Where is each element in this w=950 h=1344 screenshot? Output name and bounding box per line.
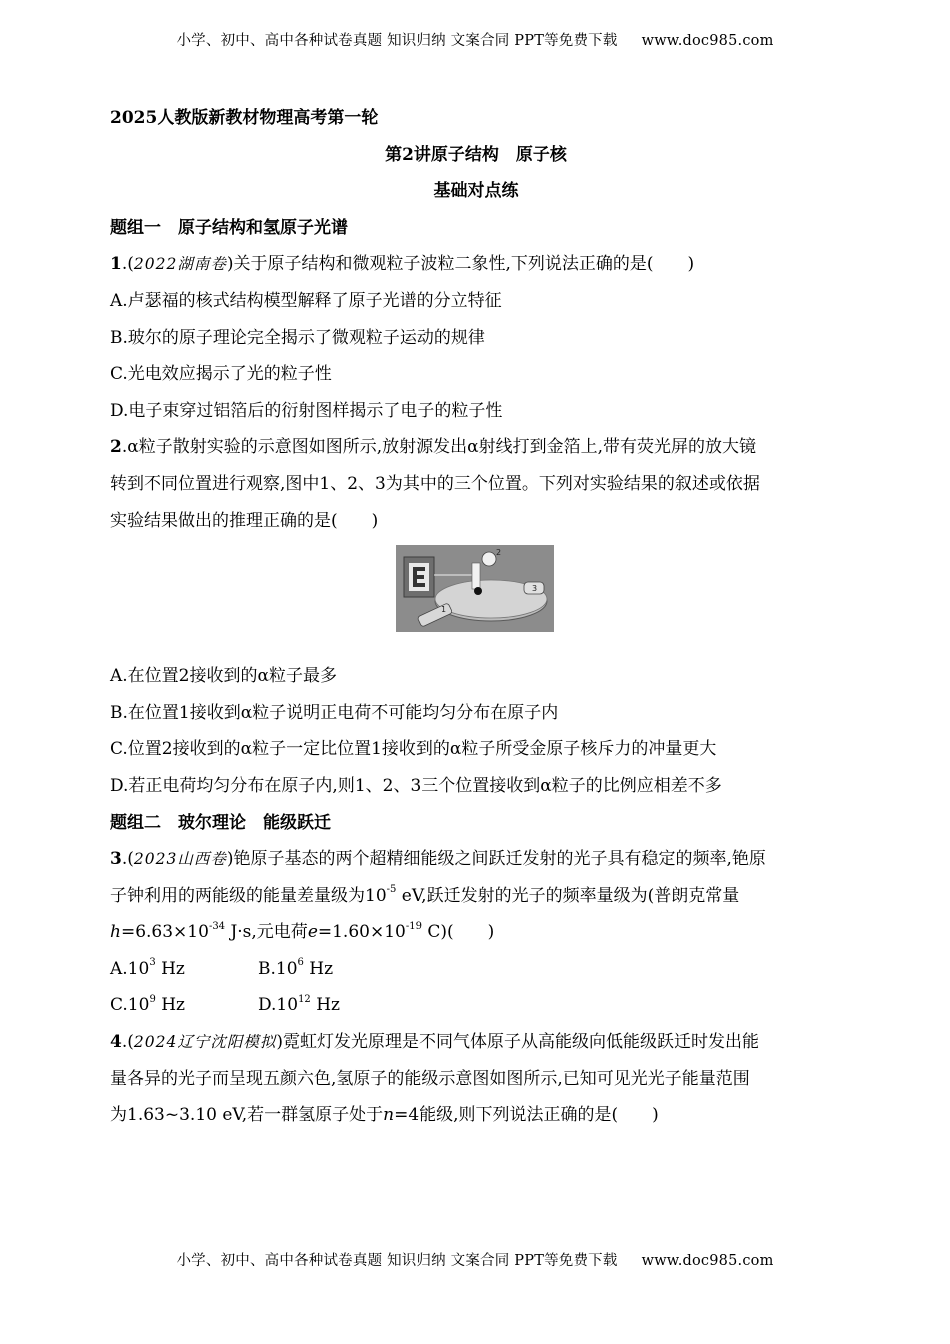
q4-line3-b: =4能级,则下列说法正确的是( ) — [394, 1105, 659, 1126]
q3-c-exp: 9 — [149, 993, 156, 1005]
q1-option-b: B.玻尔的原子理论完全揭示了微观粒子运动的规律 — [110, 327, 485, 348]
alpha-scattering-svg — [396, 545, 554, 632]
q3-stem-line3 — [110, 914, 842, 951]
q4-number: 4 — [110, 1032, 122, 1053]
q4-line1-text: 霓虹灯发光原理是不同气体原子从高能级向低能级跃迁时发出能 — [282, 1032, 759, 1053]
q3-options-row2 — [110, 987, 842, 1024]
q2-option-b: B.在位置1接收到α粒子说明正电荷不可能均匀分布在原子内 — [110, 702, 559, 723]
q3-c-unit: Hz — [155, 995, 185, 1016]
q1-source: 2022湖南卷 — [133, 255, 227, 274]
detector-2 — [482, 552, 496, 566]
q2-stem-line1: 2.α粒子散射实验的示意图如图所示,放射源发出α射线打到金箔上,带有荧光屏的放大镜 — [110, 437, 757, 458]
q3-d-unit: Hz — [310, 995, 340, 1016]
q3-line1-text: 铯原子基态的两个超精细能级之间跃迁发射的光子具有稳定的频率,铯原 — [233, 849, 766, 870]
q3-a-unit: Hz — [155, 958, 185, 979]
q3-source: 2023山西卷 — [133, 850, 227, 869]
q1-number: 1 — [110, 254, 122, 275]
q3-line3-exp2: -19 — [405, 920, 422, 932]
q2-stem-line3: 实验结果做出的推理正确的是( ) — [110, 510, 379, 531]
q3-a-exp: 3 — [149, 957, 156, 969]
header-site-link[interactable]: www.doc985.com — [641, 33, 774, 49]
header-text: 小学、初中、高中各种试卷真题 知识归纳 文案合同 PPT等免费下载 — [176, 33, 618, 49]
q3-e-symbol: e — [307, 922, 318, 943]
section-title: 基础对点练 — [433, 181, 519, 202]
q3-options-row1 — [110, 951, 842, 988]
q1-stem-text: 关于原子结构和微观粒子波粒二象性,下列说法正确的是( ) — [233, 254, 695, 275]
page-header — [0, 29, 950, 50]
q4-stem-line1: 4.(2024辽宁沈阳模拟)霓虹灯发光原理是不同气体原子从高能级向低能级跃迁时发出能 — [110, 1032, 759, 1053]
q3-line3-d: C)( ) — [421, 922, 495, 943]
label-3: 3 — [532, 584, 538, 594]
alpha-scattering-figure — [396, 545, 554, 632]
q1-option-a: A.卢瑟福的核式结构模型解释了原子光谱的分立特征 — [110, 290, 502, 311]
q1-option-d: D.电子束穿过铝箔后的衍射图样揭示了电子的粒子性 — [110, 400, 503, 421]
q3-option-d — [258, 987, 406, 1024]
q3-c-base: C.10 — [110, 995, 150, 1016]
q2-option-c: C.位置2接收到的α粒子一定比位置1接收到的α粒子所受金原子核斥力的冲量更大 — [110, 739, 717, 760]
q1-option-c: C.光电效应揭示了光的粒子性 — [110, 364, 332, 385]
q3-a-base: A.10 — [110, 958, 150, 979]
q3-option-a — [110, 951, 258, 988]
footer-text: 小学、初中、高中各种试卷真题 知识归纳 文案合同 PPT等免费下载 — [176, 1253, 618, 1269]
q3-h-symbol: h — [110, 922, 121, 943]
q3-option-c — [110, 987, 258, 1024]
gold-foil — [472, 563, 480, 589]
q2-number: 2 — [110, 437, 122, 458]
q2-stem-text-1: α粒子散射实验的示意图如图所示,放射源发出α射线打到金箔上,带有荧光屏的放大镜 — [127, 437, 757, 458]
q3-option-b — [258, 951, 406, 988]
q3-stem-line2 — [110, 878, 842, 915]
q4-stem-line3 — [110, 1097, 842, 1134]
q3-line2-a: 子钟利用的两能级的能量差量级为10 — [110, 885, 387, 906]
source-label-glyph — [413, 567, 425, 587]
q2-option-d: D.若正电荷均匀分布在原子内,则1、2、3三个位置接收到α粒子的比例应相差不多 — [110, 775, 722, 796]
q3-line3-a: =6.63×10 — [120, 922, 209, 943]
q3-d-base: D.10 — [258, 995, 299, 1016]
label-1: 1 — [441, 605, 447, 615]
q3-line3-exp1: -34 — [208, 920, 226, 932]
q3-b-exp: 6 — [297, 957, 304, 969]
q2-option-a: A.在位置2接收到的α粒子最多 — [110, 666, 337, 687]
group2-title: 题组二 玻尔理论 能级跃迁 — [110, 812, 331, 833]
q3-b-unit: Hz — [303, 958, 334, 979]
q3-b-base: B.10 — [258, 958, 298, 979]
q2-figure-wrap — [110, 545, 842, 648]
q3-number: 3 — [110, 849, 122, 870]
footer-site-link[interactable]: www.doc985.com — [641, 1253, 774, 1269]
q3-line3-b: J·s,元电荷 — [225, 922, 308, 943]
q1-stem: 1.(2022湖南卷)关于原子结构和微观粒子波粒二象性,下列说法正确的是( ) — [110, 254, 695, 275]
foil-stand — [474, 587, 482, 595]
label-2: 2 — [496, 548, 502, 558]
document-body — [110, 100, 842, 1134]
q4-source: 2024辽宁沈阳模拟 — [133, 1033, 277, 1052]
q3-d-exp: 12 — [298, 993, 311, 1005]
doc-title: 2025人教版新教材物理高考第一轮 — [110, 108, 379, 128]
q3-line2-b: eV,跃迁发射的光子的频率量级为(普朗克常量 — [396, 885, 740, 906]
group1-title: 题组一 原子结构和氢原子光谱 — [110, 217, 348, 238]
page-footer — [0, 1249, 950, 1270]
q4-stem-line2: 量各异的光子而呈现五颜六色,氢原子的能级示意图如图所示,已知可见光光子能量范围 — [110, 1068, 750, 1089]
lecture-title: 第2讲原子结构 原子核 — [385, 144, 567, 165]
q3-line2-exp: -5 — [386, 884, 397, 896]
q3-line3-c: =1.60×10 — [317, 922, 406, 943]
q2-stem-line2: 转到不同位置进行观察,图中1、2、3为其中的三个位置。下列对实验结果的叙述或依据 — [110, 473, 760, 494]
q3-stem-line1: 3.(2023山西卷)铯原子基态的两个超精细能级之间跃迁发射的光子具有稳定的频率,铯原 — [110, 849, 766, 870]
q4-line3-a: 为1.63~3.10 eV,若一群氢原子处于 — [110, 1105, 384, 1126]
q4-n-symbol: n — [383, 1105, 395, 1126]
